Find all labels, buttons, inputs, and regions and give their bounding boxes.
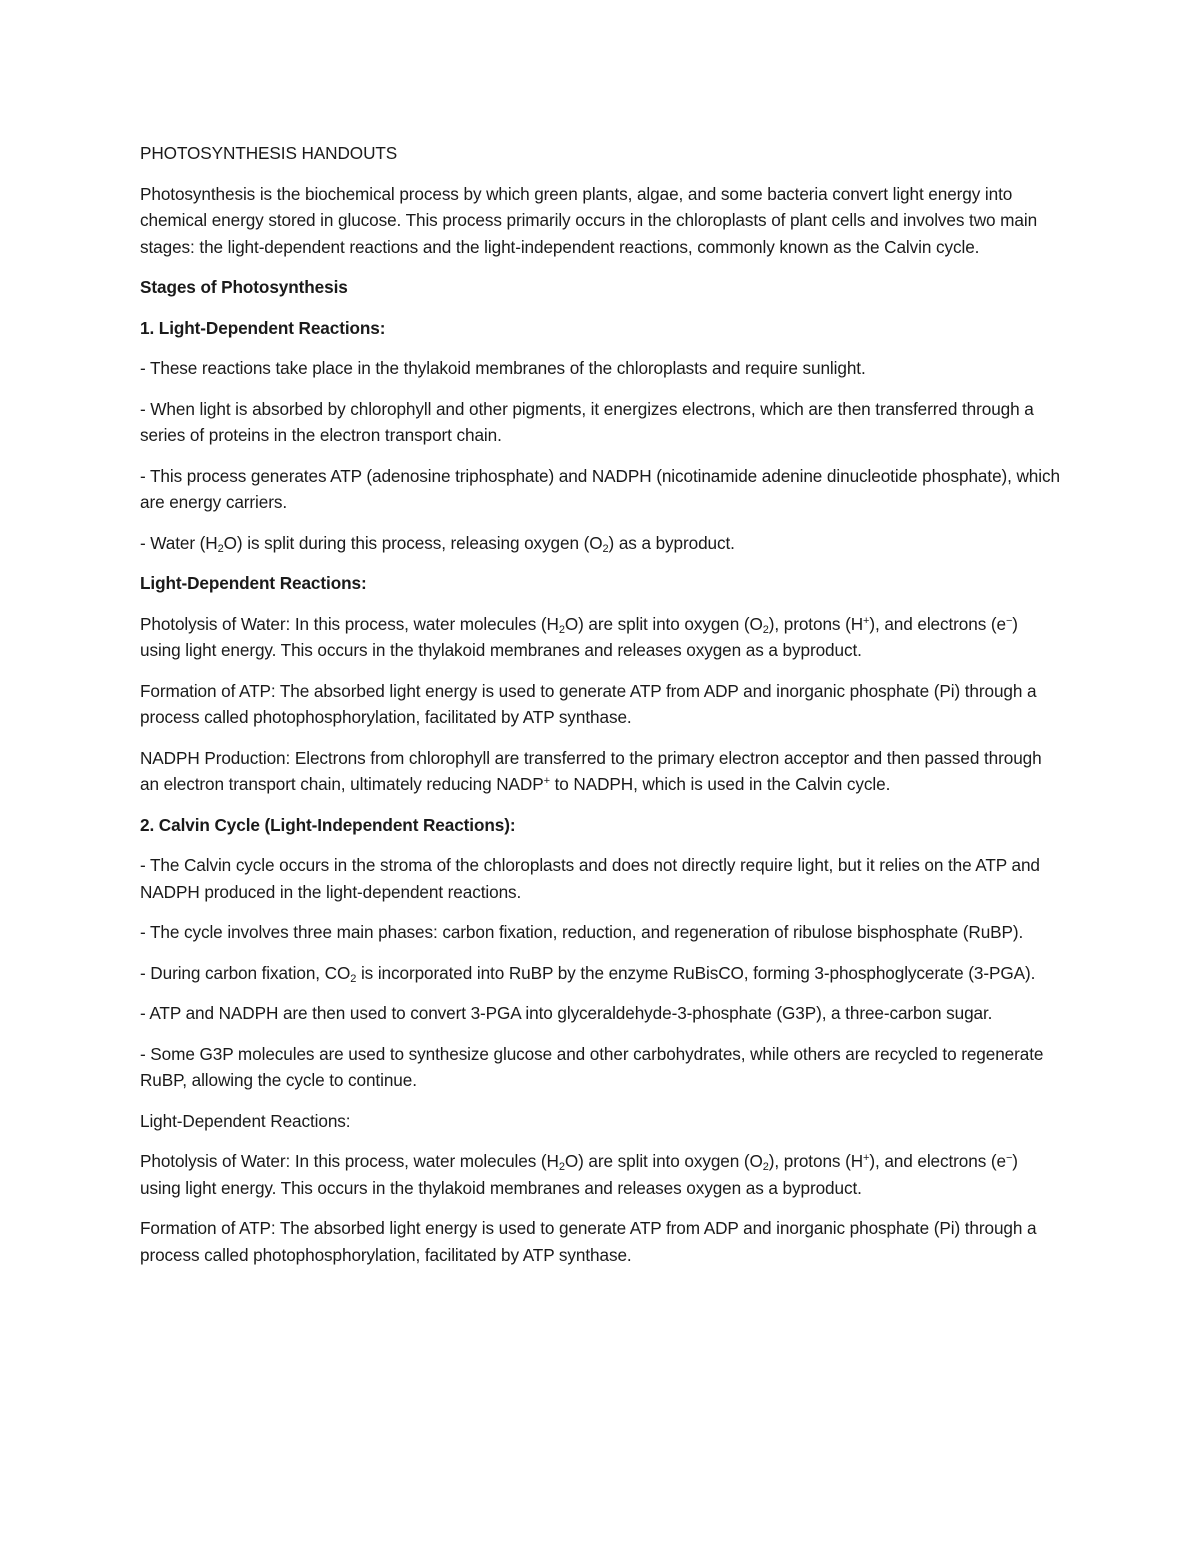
superscript: − xyxy=(1005,1152,1013,1164)
subscript: 2 xyxy=(762,1161,769,1173)
superscript: + xyxy=(863,614,870,627)
bullet-chlorophyll: - When light is absorbed by chlorophyll and other pigments, it energizes electrons, which are then transferred through a series of proteins in the electron transport chain. xyxy=(140,398,1034,445)
document-page xyxy=(140,140,1060,1282)
subscript: 2 xyxy=(558,1161,565,1173)
text-run: ) as a byproduct. xyxy=(608,532,735,553)
text-run: ), and electrons (e xyxy=(869,613,1006,634)
intro-paragraph: Photosynthesis is the biochemical process by which green plants, algae, and some bacteria convert light energy into chemical energy stored in glucose. This process primarily occurs in the chloroplasts of plant cells and involves two main stages: the light-dependent reactions and the light-independent reactions, commonly known as the Calvin cycle. xyxy=(140,183,1038,257)
text-run: NADPH Production: Electrons from chlorophyll are transferred to the primary electron acceptor and then passed through an electron transport chain, ultimately reducing NADP xyxy=(140,747,1042,794)
subscript: 2 xyxy=(602,542,609,555)
text-run: O) are split into oxygen (O xyxy=(564,1151,763,1171)
text-run: to NADPH, which is used in the Calvin cycle. xyxy=(549,774,891,794)
stages-heading: Stages of Photosynthesis xyxy=(140,277,348,297)
bullet-thylakoid: - These reactions take place in the thylakoid membranes of the chloroplasts and require sunlight. xyxy=(140,358,866,378)
text-run: O) are split into oxygen (O xyxy=(564,613,763,634)
text-run: ) using light energy. This occurs in the thylakoid membranes and releases oxygen as a byproduct. xyxy=(140,613,1018,660)
text-run: is incorporated into RuBP by the enzyme RuBisCO, forming 3-phosphoglycerate (3-PGA). xyxy=(356,962,1036,983)
bullet-regenerate: - Some G3P molecules are used to synthesize glucose and other carbohydrates, while others are recycled to regenerate RuBP, allowing the cycle to continue. xyxy=(140,1043,1044,1090)
superscript: − xyxy=(1005,614,1013,627)
superscript: + xyxy=(543,775,550,787)
text-run: Photolysis of Water: In this process, water molecules (H xyxy=(140,1151,559,1171)
subscript: 2 xyxy=(558,623,565,636)
text-run: Photolysis of Water: In this process, water molecules (H xyxy=(140,613,559,634)
ldr-heading-bold: Light-Dependent Reactions: xyxy=(140,573,367,593)
photolysis-paragraph-repeat xyxy=(140,1148,1060,1201)
formation-atp-paragraph: Formation of ATP: The absorbed light energy is used to generate ATP from ADP and inorganic phosphate (Pi) through a process called photophosphorylation, facilitated by ATP synthase. xyxy=(140,680,1037,727)
bullet-atp-nadph: - This process generates ATP (adenosine triphosphate) and NADPH (nicotinamide adenine dinucleotide phosphate), which are energy carriers. xyxy=(140,465,1060,512)
bullet-carbon-fixation xyxy=(140,960,1060,987)
text-run: ) using light energy. This occurs in the thylakoid membranes and releases oxygen as a byproduct. xyxy=(140,1151,1018,1198)
text-run: ), protons (H xyxy=(768,613,864,634)
subscript: 2 xyxy=(350,972,357,985)
superscript: + xyxy=(863,1152,870,1164)
subscript: 2 xyxy=(217,542,224,555)
bullet-three-phases: - The cycle involves three main phases: carbon fixation, reduction, and regeneration of ribulose bisphosphate (RuBP). xyxy=(140,922,1024,942)
text-run: - Water (H xyxy=(140,532,218,553)
text-run: ), and electrons (e xyxy=(869,1151,1006,1171)
section2-heading: 2. Calvin Cycle (Light-Independent Reactions): xyxy=(140,814,516,835)
bullet-stroma: - The Calvin cycle occurs in the stroma of the chloroplasts and does not directly require light, but it relies on the ATP and NADPH produced in the light-dependent reactions. xyxy=(140,855,1040,902)
ldr-heading-plain: Light-Dependent Reactions: xyxy=(140,1110,351,1131)
document-title: PHOTOSYNTHESIS HANDOUTS xyxy=(140,143,398,163)
formation-atp-paragraph-repeat: Formation of ATP: The absorbed light energy is used to generate ATP from ADP and inorganic phosphate (Pi) through a process called photophosphorylation, facilitated by ATP synthase. xyxy=(140,1218,1037,1265)
bullet-g3p: - ATP and NADPH are then used to convert 3-PGA into glyceraldehyde-3-phosphate (G3P), a three-carbon sugar. xyxy=(140,1003,993,1023)
subscript: 2 xyxy=(762,623,769,636)
text-run: O) is split during this process, releasing oxygen (O xyxy=(223,532,603,553)
photolysis-paragraph xyxy=(140,611,1060,664)
text-run: - During carbon fixation, CO xyxy=(140,962,351,983)
section1-heading: 1. Light-Dependent Reactions: xyxy=(140,317,386,338)
bullet-water-split xyxy=(140,530,1060,557)
nadph-paragraph xyxy=(140,745,1060,798)
text-run: ), protons (H xyxy=(768,1151,864,1171)
